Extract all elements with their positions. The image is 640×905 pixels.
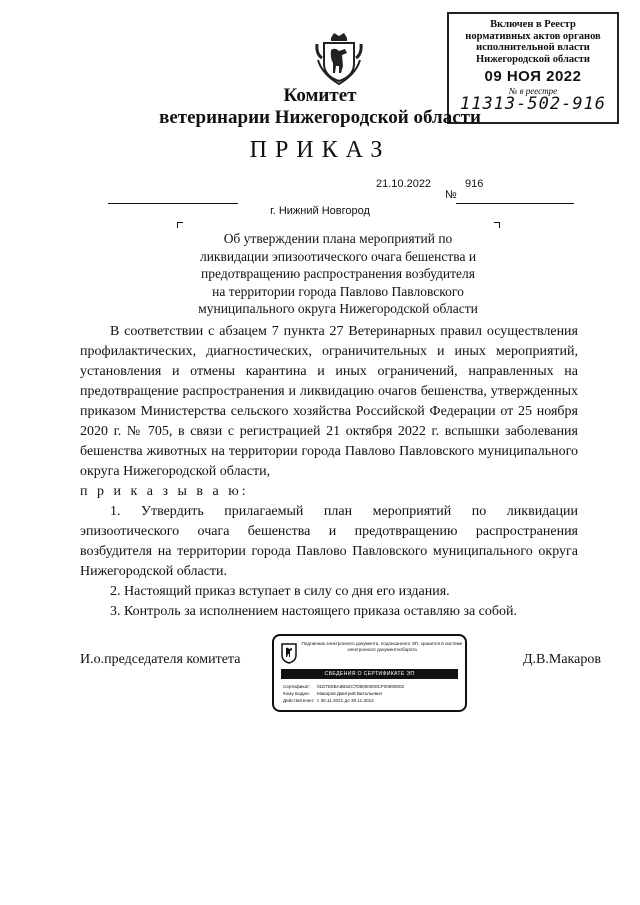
stamp-line: исполнительной власти <box>476 42 590 53</box>
order-number: 916 <box>465 178 484 190</box>
issued-label: Кому выдан: <box>283 691 310 696</box>
subject-corner-left <box>177 222 183 228</box>
subject-line: ликвидации эпизоотического очага бешенства и <box>199 248 477 264</box>
subject-line: предотвращению распространения возбудителя <box>201 266 475 281</box>
subject-line: на территории города Павлово Павловского <box>212 283 464 299</box>
e-signature-notice: Подлинник электронного документа, подписанного ЭП, хранится в системе электронного документооборота <box>301 641 463 652</box>
city: г. Нижний Новгород <box>270 205 370 217</box>
signer-name: Д.В.Макаров <box>523 652 601 667</box>
preamble-paragraph: В соответствии с абзацем 7 пункта 27 Ветеринарных правил осуществления профилактических, диагностических, ограничительных и иных мероприятий, установления и отмены карантина и иных ограничений, направленных на предотвращение распространения и ликвидацию очагов бешенства, утвержденных приказом Министерства сельского хозяйства Российской Федерации от 25 ноября 2020 г. № 705, в связи с регистрацией 21 октября 2022 г. вспышки заболевания бешенства животных на территории города Павлово Павловского муниципального округа Нижегородской области, <box>80 324 578 479</box>
issued-row <box>283 691 382 697</box>
stamp-line: Нижегородской области <box>476 53 590 65</box>
stamp-reg-number: 11313-502-916 <box>459 94 607 114</box>
order-subject <box>180 230 496 318</box>
certificate-row <box>283 684 404 690</box>
order-item-3: 3. Контроль за исполнением настоящего приказа оставляю за собой. <box>110 604 518 619</box>
coat-of-arms-icon <box>281 642 297 664</box>
stamp-line: Включен в Реестр <box>490 19 576 30</box>
valid-value: с 30.11.2021 до 30.11.2022 <box>317 698 374 703</box>
signer-position: И.о.председателя комитета <box>80 652 241 667</box>
order-item-2: 2. Настоящий приказ вступает в силу со дня его издания. <box>110 584 450 599</box>
number-underline <box>456 203 574 204</box>
subject-line: муниципального округа Нижегородской области <box>198 301 478 316</box>
date-underline <box>108 203 238 204</box>
subject-line: Об утверждении плана мероприятий по <box>223 231 453 246</box>
stamp-date: 09 НОЯ 2022 <box>484 68 582 85</box>
certificate-header: СВЕДЕНИЯ О СЕРТИФИКАТЕ ЭП <box>281 669 458 679</box>
org-name-line1: Комитет <box>283 85 357 106</box>
order-item-1: 1. Утвердить прилагаемый план мероприятий по ликвидации эпизоотического очага бешенства и предотвращению распространения возбудителя на территории города Павлово Павловского муниципального округа Нижегородской области. <box>80 504 578 579</box>
issued-value: Макаров Дмитрий Витальевич <box>317 691 383 696</box>
valid-label: Действителен: <box>283 698 315 703</box>
subject-corner-right <box>494 222 500 228</box>
org-name-line2: ветеринарии Нижегородской области <box>159 107 481 128</box>
valid-row <box>283 698 374 704</box>
stamp-line: нормативных актов органов <box>465 30 601 42</box>
e-signature-stamp <box>272 634 467 712</box>
order-body <box>80 322 578 622</box>
order-word: п р и к а з ы в а ю: <box>80 484 249 499</box>
certificate-label: Сертификат: <box>283 684 311 689</box>
certificate-value: 01D7E5BA8B52C7D8000000CF00860002 <box>317 684 405 689</box>
stamp-reg-label: № в реестре <box>508 85 558 96</box>
number-sign: № <box>445 189 457 201</box>
doc-title: ПРИКАЗ <box>249 137 391 163</box>
coat-of-arms-icon <box>314 30 364 85</box>
order-date: 21.10.2022 <box>376 178 432 190</box>
